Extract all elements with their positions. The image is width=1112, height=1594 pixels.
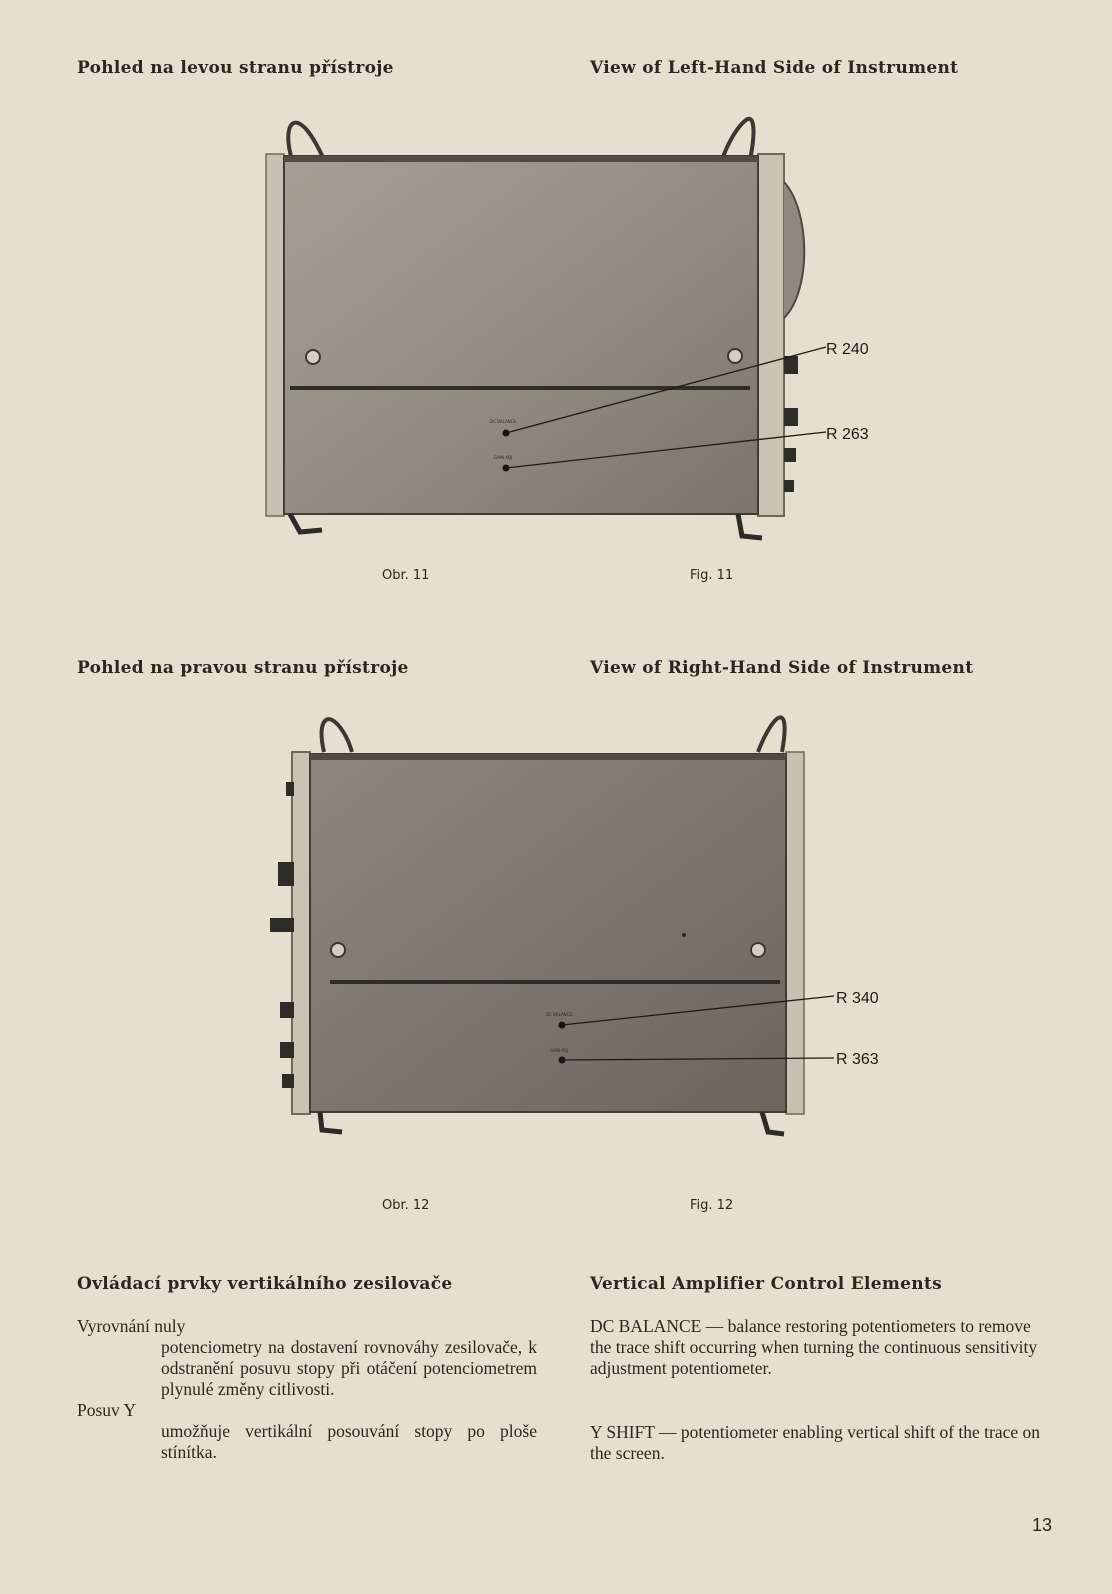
controls-heading-en: Vertical Amplifier Control Elements bbox=[590, 1274, 942, 1294]
handle-icon bbox=[322, 719, 352, 752]
fig12-label-r340: R 340 bbox=[836, 990, 879, 1007]
term-vyrovnani-nuly: Vyrovnání nuly bbox=[77, 1316, 186, 1336]
controls-heading-cz: Ovládací prvky vertikálního zesilovače bbox=[77, 1274, 453, 1294]
desc-dc-balance: — balance restoring potentiometers to remove the trace shift occurring when turning the continuous sensitivity adjustment potentiometer. bbox=[590, 1316, 1038, 1378]
fig11-label-r263: R 263 bbox=[826, 426, 869, 443]
fig11-heading-cz: Pohled na levou stranu přístroje bbox=[77, 58, 394, 78]
fig12-heading-cz: Pohled na pravou stranu přístroje bbox=[77, 658, 409, 678]
fig11-label-r240: R 240 bbox=[826, 341, 869, 358]
entry-y-shift bbox=[590, 1422, 1050, 1464]
term-dc-balance: DC BALANCE bbox=[590, 1316, 702, 1336]
fig12-label-r363: R 363 bbox=[836, 1051, 879, 1068]
fig11-caption-cz: Obr. 11 bbox=[382, 568, 430, 583]
fig11-heading-en: View of Left-Hand Side of Instrument bbox=[590, 58, 959, 78]
fig12-caption-en: Fig. 12 bbox=[690, 1198, 734, 1213]
term-y-shift: Y SHIFT bbox=[590, 1422, 655, 1442]
controls-list-cz bbox=[77, 1316, 537, 1463]
page-number: 13 bbox=[1031, 1515, 1052, 1535]
fig11-panel-label-gain-adj: GAIN ADJ. bbox=[494, 455, 514, 460]
fig12-panel-label-gain-adj: GAIN ADJ. bbox=[550, 1048, 570, 1053]
desc-y-shift: — potentiometer enabling vertical shift of the trace on the screen. bbox=[590, 1422, 1041, 1463]
controls-list-en bbox=[590, 1316, 1050, 1464]
term-posuv-y: Posuv Y bbox=[77, 1400, 137, 1420]
fig11-caption-en: Fig. 11 bbox=[690, 568, 734, 583]
desc-posuv-y: umožňuje vertikální posouvání stopy po ploše stínítka. bbox=[161, 1421, 537, 1462]
fig11-panel-label-dc-balance: DC BALANCE bbox=[490, 419, 516, 424]
fig12-panel-label-dc-balance: DC BALANCE bbox=[546, 1012, 572, 1017]
entry-dc-balance bbox=[590, 1316, 1050, 1379]
fig12-heading-en: View of Right-Hand Side of Instrument bbox=[590, 658, 974, 678]
desc-vyrovnani-nuly: potenciometry na dostavení rovnováhy zesilovače, k odstranění posuvu stopy při otáčení potenciometrem plynulé změny citlivosti. bbox=[161, 1337, 537, 1399]
fig12-caption-cz: Obr. 12 bbox=[382, 1198, 430, 1213]
handle-icon bbox=[758, 717, 785, 752]
